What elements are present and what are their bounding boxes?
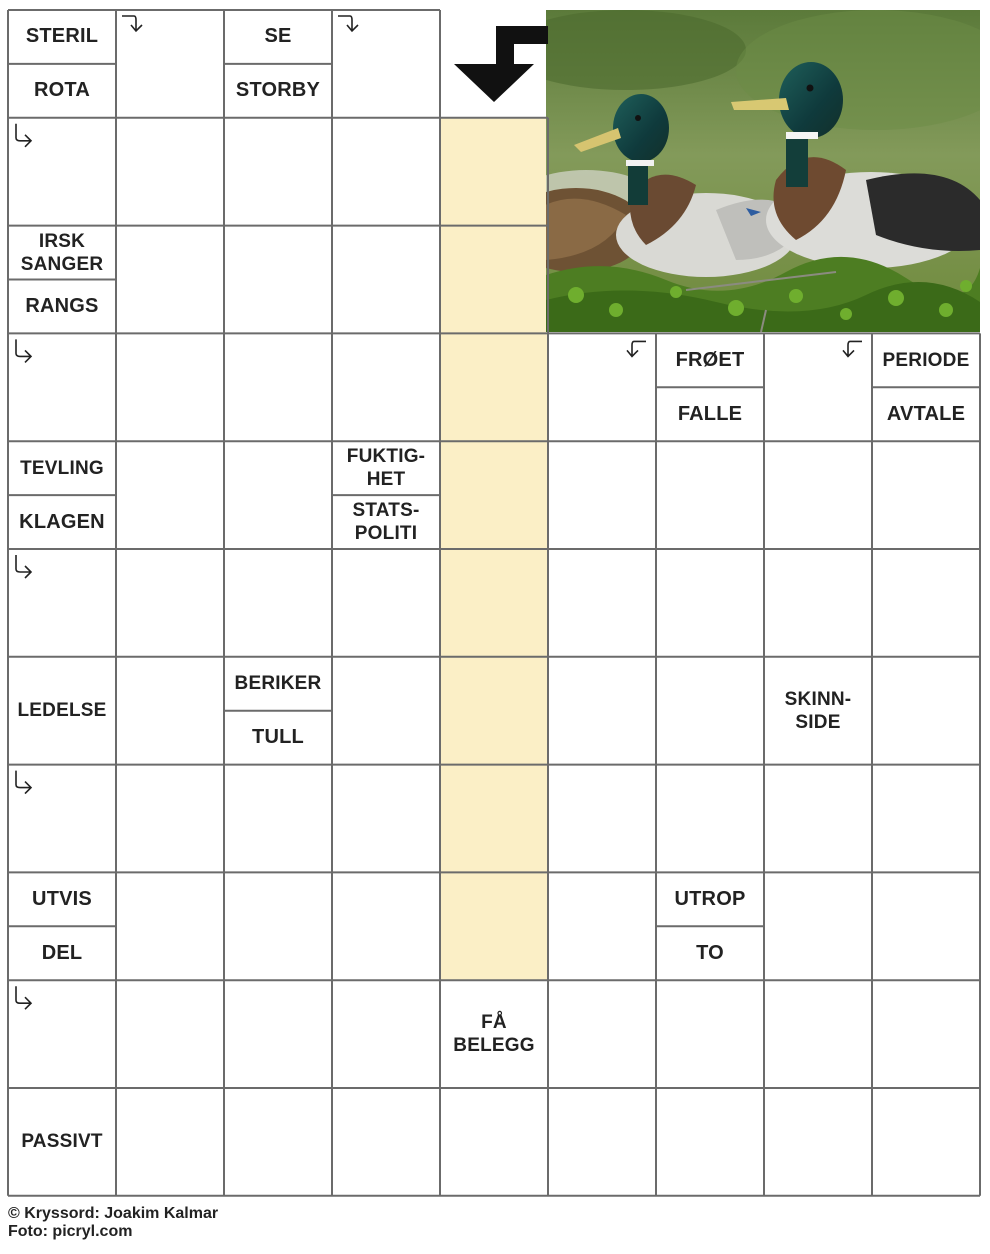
grid-cell[interactable] xyxy=(116,657,224,765)
clue-fuktighet: FUKTIG- HET xyxy=(333,442,439,494)
grid-cell[interactable] xyxy=(224,765,332,873)
grid-cell[interactable] xyxy=(548,1088,656,1196)
grid-cell[interactable] xyxy=(764,333,872,441)
clue-skinnside: SKINN- SIDE xyxy=(765,658,871,764)
grid-cell[interactable] xyxy=(656,657,764,765)
grid-cell[interactable] xyxy=(656,765,764,873)
grid-cell[interactable] xyxy=(440,657,548,765)
grid-cell[interactable] xyxy=(116,549,224,657)
grid-cell[interactable] xyxy=(872,765,980,873)
clue-rangs: RANGS xyxy=(9,281,115,333)
clue-tevling: TEVLING xyxy=(9,442,115,494)
grid-cell[interactable] xyxy=(440,765,548,873)
mallard-ducks-photo xyxy=(546,10,980,332)
clue-utvis: UTVIS xyxy=(9,873,115,925)
grid-cell[interactable] xyxy=(440,441,548,549)
clue-periode: PERIODE xyxy=(873,334,979,386)
clue-statspoliti: STATS- POLITI xyxy=(333,496,439,548)
grid-cell[interactable] xyxy=(332,657,440,765)
grid-cell[interactable] xyxy=(116,333,224,441)
clue-klagen: KLAGEN xyxy=(9,496,115,548)
clue-storby: STORBY xyxy=(225,65,331,117)
grid-cell[interactable] xyxy=(872,441,980,549)
grid-cell[interactable] xyxy=(224,226,332,334)
grid-cell[interactable] xyxy=(116,118,224,226)
grid-cell[interactable] xyxy=(116,10,224,118)
clue-steril: STERIL xyxy=(9,11,115,63)
grid-cell[interactable] xyxy=(332,1088,440,1196)
grid-cell[interactable] xyxy=(872,872,980,980)
grid-cell[interactable] xyxy=(656,1088,764,1196)
grid-cell[interactable] xyxy=(224,333,332,441)
grid-cell[interactable] xyxy=(332,226,440,334)
grid-cell[interactable] xyxy=(332,980,440,1088)
grid-cell[interactable] xyxy=(764,441,872,549)
grid-cell xyxy=(8,549,116,657)
grid-cell xyxy=(8,333,116,441)
grid-cell[interactable] xyxy=(548,765,656,873)
grid-cell[interactable] xyxy=(548,872,656,980)
grid-cell[interactable] xyxy=(116,872,224,980)
clue-ledelse: LEDELSE xyxy=(9,658,115,764)
credits xyxy=(8,1205,218,1241)
grid-cell xyxy=(8,765,116,873)
clue-passivt: PASSIVT xyxy=(9,1089,115,1195)
grid-cell[interactable] xyxy=(656,549,764,657)
grid-cell[interactable] xyxy=(872,549,980,657)
grid-cell[interactable] xyxy=(764,1088,872,1196)
clue-froet: FRØET xyxy=(657,334,763,386)
grid-cell[interactable] xyxy=(116,1088,224,1196)
grid-cell[interactable] xyxy=(764,549,872,657)
grid-cell[interactable] xyxy=(548,333,656,441)
grid-cell[interactable] xyxy=(224,1088,332,1196)
grid-cell[interactable] xyxy=(116,441,224,549)
clue-irsk-sanger: IRSK SANGER xyxy=(9,227,115,279)
grid-cell[interactable] xyxy=(224,872,332,980)
clue-to: TO xyxy=(657,927,763,979)
grid-cell[interactable] xyxy=(548,657,656,765)
grid-cell[interactable] xyxy=(548,980,656,1088)
grid-cell[interactable] xyxy=(332,765,440,873)
grid-cell[interactable] xyxy=(224,549,332,657)
grid-cell[interactable] xyxy=(116,765,224,873)
grid-cell[interactable] xyxy=(224,118,332,226)
clue-se: SE xyxy=(225,11,331,63)
clue-utrop: UTROP xyxy=(657,873,763,925)
grid-cell[interactable] xyxy=(548,441,656,549)
grid-cell[interactable] xyxy=(656,980,764,1088)
grid-cell[interactable] xyxy=(764,980,872,1088)
credits-photo: Foto: picryl.com xyxy=(8,1223,133,1240)
grid-cell[interactable] xyxy=(440,118,548,226)
credits-author: © Kryssord: Joakim Kalmar xyxy=(8,1205,219,1222)
clue-tull: TULL xyxy=(225,712,331,764)
clue-del: DEL xyxy=(9,927,115,979)
clue-fa-belegg: FÅ BELEGG xyxy=(441,981,547,1087)
grid-cell[interactable] xyxy=(440,10,548,118)
grid-cell[interactable] xyxy=(332,549,440,657)
grid-cell[interactable] xyxy=(116,226,224,334)
clue-beriker: BERIKER xyxy=(225,658,331,710)
grid-cell xyxy=(8,980,116,1088)
grid-cell[interactable] xyxy=(332,118,440,226)
clue-rota: ROTA xyxy=(9,65,115,117)
clue-falle: FALLE xyxy=(657,388,763,440)
grid-cell[interactable] xyxy=(872,980,980,1088)
grid-cell[interactable] xyxy=(332,10,440,118)
clue-avtale: AVTALE xyxy=(873,388,979,440)
grid-cell[interactable] xyxy=(224,441,332,549)
grid-cell[interactable] xyxy=(332,872,440,980)
grid-cell[interactable] xyxy=(548,549,656,657)
grid-cell[interactable] xyxy=(440,872,548,980)
grid-cell[interactable] xyxy=(440,226,548,334)
grid-cell[interactable] xyxy=(872,657,980,765)
grid-cell[interactable] xyxy=(224,980,332,1088)
grid-cell[interactable] xyxy=(872,1088,980,1196)
grid-cell[interactable] xyxy=(440,549,548,657)
grid-cell[interactable] xyxy=(764,872,872,980)
grid-cell[interactable] xyxy=(656,441,764,549)
grid-cell[interactable] xyxy=(116,980,224,1088)
grid-cell[interactable] xyxy=(332,333,440,441)
grid-cell[interactable] xyxy=(440,333,548,441)
grid-cell xyxy=(8,118,116,226)
grid-cell[interactable] xyxy=(440,1088,548,1196)
grid-cell[interactable] xyxy=(764,765,872,873)
